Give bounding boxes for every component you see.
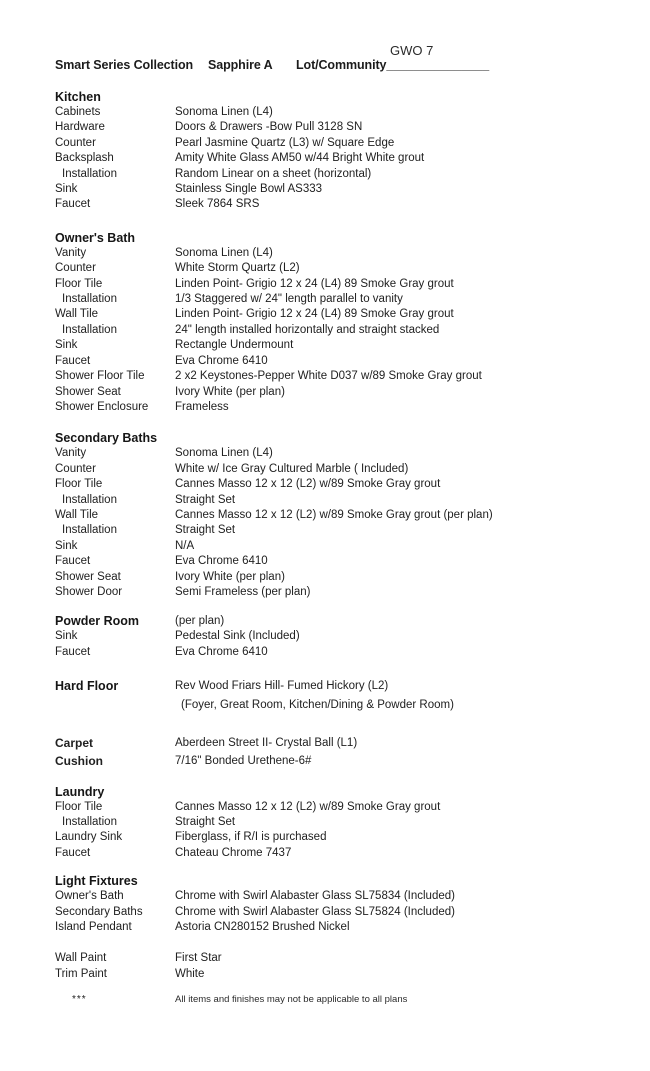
footnote-text: All items and finishes may not be applicable to all plans: [175, 994, 408, 1006]
spec-value: Sonoma Linen (L4): [175, 246, 273, 259]
spec-value: Doors & Drawers -Bow Pull 3128 SN: [175, 121, 363, 134]
spec-value: Ivory White (per plan): [175, 570, 285, 583]
spec-row: [55, 323, 620, 338]
spec-label: Faucet: [55, 555, 91, 568]
spec-value: 7/16" Bonded Urethene-6#: [175, 754, 312, 767]
spec-value: Eva Chrome 6410: [175, 555, 268, 568]
section-paint: [55, 951, 620, 982]
spec-label: Floor Tile: [55, 800, 103, 813]
sections-container: [55, 89, 620, 982]
spec-label: Counter: [55, 136, 96, 149]
spec-row: [55, 167, 620, 182]
spec-label: Vanity: [55, 447, 87, 460]
spec-value: Linden Point- Grigio 12 x 24 (L4) 89 Smoke Gray grout: [175, 308, 454, 321]
spec-row: [55, 446, 620, 461]
spec-row: [55, 585, 620, 600]
lot-community-blank-line: _______________: [386, 58, 490, 72]
spec-label: Shower Door: [55, 585, 123, 598]
spec-label: Sink: [55, 339, 78, 352]
spec-row: [55, 698, 620, 713]
section-kitchen: [55, 89, 620, 213]
spec-row: [55, 815, 620, 830]
spec-label: Wall Tile: [55, 508, 99, 521]
section-title-value: (per plan): [175, 615, 225, 628]
spec-row: [55, 307, 620, 322]
spec-row: [55, 889, 620, 904]
section-header-row: [55, 678, 620, 694]
section-secondary-baths: [55, 430, 620, 600]
spec-label: Counter: [55, 462, 96, 475]
spec-value: Straight Set: [175, 493, 236, 506]
spec-value: Frameless: [175, 400, 229, 413]
spec-row: [55, 493, 620, 508]
spec-label: Installation: [62, 816, 117, 828]
spec-row: [55, 629, 620, 644]
section-header-row: [55, 784, 620, 800]
spec-label: Faucet: [55, 198, 91, 211]
spec-label: Hardware: [55, 121, 105, 134]
spec-value: Pearl Jasmine Quartz (L3) w/ Square Edge: [175, 136, 395, 149]
spec-label: Vanity: [55, 246, 87, 259]
spec-label: Floor Tile: [55, 277, 103, 290]
spec-value: Sonoma Linen (L4): [175, 447, 273, 460]
spec-label: Sink: [55, 183, 78, 196]
section-laundry: [55, 784, 620, 862]
spec-row: [55, 645, 620, 660]
footnote-marker: ***: [72, 994, 87, 1006]
spec-value: Amity White Glass AM50 w/44 Bright White grout: [175, 152, 425, 165]
spec-row: [55, 292, 620, 307]
spec-value: White Storm Quartz (L2): [175, 262, 300, 275]
gwo-annotation: GWO 7: [390, 43, 434, 58]
spec-label: Island Pendant: [55, 921, 132, 934]
spec-row: [55, 338, 620, 353]
spec-row: [55, 246, 620, 261]
spec-value: Chrome with Swirl Alabaster Glass SL75834 (Included): [175, 890, 455, 903]
spec-row: [55, 277, 620, 292]
spec-row: [55, 734, 620, 752]
spec-value: Aberdeen Street II- Crystal Ball (L1): [175, 736, 358, 749]
section-title: Hard Floor: [55, 679, 119, 694]
spec-value: Eva Chrome 6410: [175, 645, 268, 658]
spec-label: Shower Enclosure: [55, 400, 149, 413]
spec-value: Linden Point- Grigio 12 x 24 (L4) 89 Smoke Gray grout: [175, 277, 454, 290]
spec-label: Installation: [62, 493, 117, 506]
section-light-fixtures: [55, 873, 620, 935]
spec-row: [55, 905, 620, 920]
spec-value: Cannes Masso 12 x 12 (L2) w/89 Smoke Gray grout: [175, 478, 441, 491]
section-title: Owner's Bath: [55, 230, 136, 245]
spec-value: Ivory White (per plan): [175, 385, 285, 398]
spec-row: [55, 554, 620, 569]
spec-row: [55, 354, 620, 369]
section-title-value: Rev Wood Friars Hill- Fumed Hickory (L2): [175, 680, 389, 693]
spec-value: White w/ Ice Gray Cultured Marble ( Included): [175, 462, 409, 475]
section-header-row: [55, 89, 620, 105]
section-title: Secondary Baths: [55, 431, 158, 446]
spec-row: [55, 570, 620, 585]
spec-value: First Star: [175, 952, 222, 965]
spec-row: [55, 523, 620, 538]
section-title: Kitchen: [55, 90, 101, 104]
spec-label: Laundry Sink: [55, 831, 123, 844]
section-title: Powder Room: [55, 614, 140, 629]
section-hard-floor: [55, 678, 620, 713]
spec-label: Sink: [55, 539, 78, 552]
section-powder-room: [55, 613, 620, 660]
spec-value: Chrome with Swirl Alabaster Glass SL75824 (Included): [175, 905, 455, 918]
spec-row: [55, 120, 620, 135]
spec-row: [55, 151, 620, 166]
section-header-row: [55, 873, 620, 889]
lot-community-text: Lot/Community: [296, 58, 387, 72]
spec-row: [55, 846, 620, 861]
spec-label: [55, 698, 175, 713]
spec-row: [55, 800, 620, 815]
spec-row: [55, 369, 620, 384]
spec-label: Shower Seat: [55, 385, 121, 398]
spec-value: Rectangle Undermount: [175, 339, 294, 352]
spec-label: Shower Seat: [55, 570, 121, 583]
spec-label: Carpet: [55, 735, 94, 750]
section-title: Laundry: [55, 784, 105, 799]
spec-label: Faucet: [55, 645, 91, 658]
spec-label: Cabinets: [55, 106, 101, 118]
spec-label: Sink: [55, 630, 78, 643]
section-header-row: [55, 230, 620, 246]
spec-label: Shower Floor Tile: [55, 370, 145, 383]
spec-label: Counter: [55, 262, 96, 275]
spec-value: (Foyer, Great Room, Kitchen/Dining & Powder Room): [181, 699, 454, 712]
spec-row: [55, 400, 620, 415]
spec-row: [55, 920, 620, 935]
spec-label: Installation: [62, 323, 117, 336]
spec-row: [55, 752, 620, 770]
footnote-row: [55, 994, 620, 1005]
spec-row: [55, 967, 620, 982]
spec-row: [55, 385, 620, 400]
spec-value: Cannes Masso 12 x 12 (L2) w/89 Smoke Gray grout (per plan): [175, 508, 493, 521]
spec-label: Backsplash: [55, 152, 114, 165]
spec-value: Astoria CN280152 Brushed Nickel: [175, 921, 350, 934]
spec-label: Secondary Baths: [55, 905, 143, 918]
spec-value: Stainless Single Bowl AS333: [175, 183, 323, 196]
spec-label: Installation: [62, 524, 117, 537]
spec-label: Cushion: [55, 753, 103, 768]
spec-value: White: [175, 967, 205, 980]
spec-value: Pedestal Sink (Included): [175, 630, 300, 643]
spec-value: 1/3 Staggered w/ 24" length parallel to vanity: [175, 293, 403, 306]
spec-label: Wall Paint: [55, 952, 107, 965]
spec-row: [55, 136, 620, 151]
spec-label: Installation: [62, 167, 117, 180]
spec-value: Sleek 7864 SRS: [175, 198, 260, 211]
spec-value: Cannes Masso 12 x 12 (L2) w/89 Smoke Gray grout: [175, 800, 441, 813]
spec-row: [55, 951, 620, 966]
spec-row: [55, 197, 620, 212]
spec-value: Chateau Chrome 7437: [175, 846, 292, 859]
spec-value: 24" length installed horizontally and straight stacked: [175, 323, 440, 336]
spec-label: Trim Paint: [55, 967, 107, 980]
section-header-row: [55, 430, 620, 446]
spec-row: [55, 539, 620, 554]
section-header-row: [55, 613, 620, 629]
spec-row: [55, 477, 620, 492]
spec-row: [55, 462, 620, 477]
section-carpet: [55, 734, 620, 770]
spec-label: Faucet: [55, 354, 91, 367]
spec-row: [55, 830, 620, 845]
spec-label: Faucet: [55, 846, 91, 859]
spec-content: [55, 89, 620, 1005]
spec-row: [55, 508, 620, 523]
spec-value: Straight Set: [175, 816, 236, 828]
lot-community-label: [296, 58, 489, 72]
spec-value: Straight Set: [175, 524, 236, 537]
spec-value: Random Linear on a sheet (horizontal): [175, 167, 372, 180]
spec-row: [55, 261, 620, 276]
section-owners-bath: [55, 230, 620, 415]
collection-title: Smart Series Collection: [55, 58, 194, 72]
spec-value: N/A: [175, 539, 195, 552]
spec-value: 2 x2 Keystones-Pepper White D037 w/89 Smoke Gray grout: [175, 370, 482, 383]
spec-row: [55, 182, 620, 197]
spec-label: Owner's Bath: [55, 890, 124, 903]
spec-row: [55, 105, 620, 120]
spec-value: Eva Chrome 6410: [175, 354, 268, 367]
spec-value: Fiberglass, if R/I is purchased: [175, 831, 327, 844]
spec-value: Sonoma Linen (L4): [175, 106, 273, 118]
section-title: Light Fixtures: [55, 874, 138, 889]
spec-label: Installation: [62, 293, 117, 306]
plan-name: Sapphire A: [208, 58, 273, 72]
spec-label: Floor Tile: [55, 478, 103, 491]
spec-label: Wall Tile: [55, 308, 99, 321]
spec-value: Semi Frameless (per plan): [175, 585, 311, 598]
